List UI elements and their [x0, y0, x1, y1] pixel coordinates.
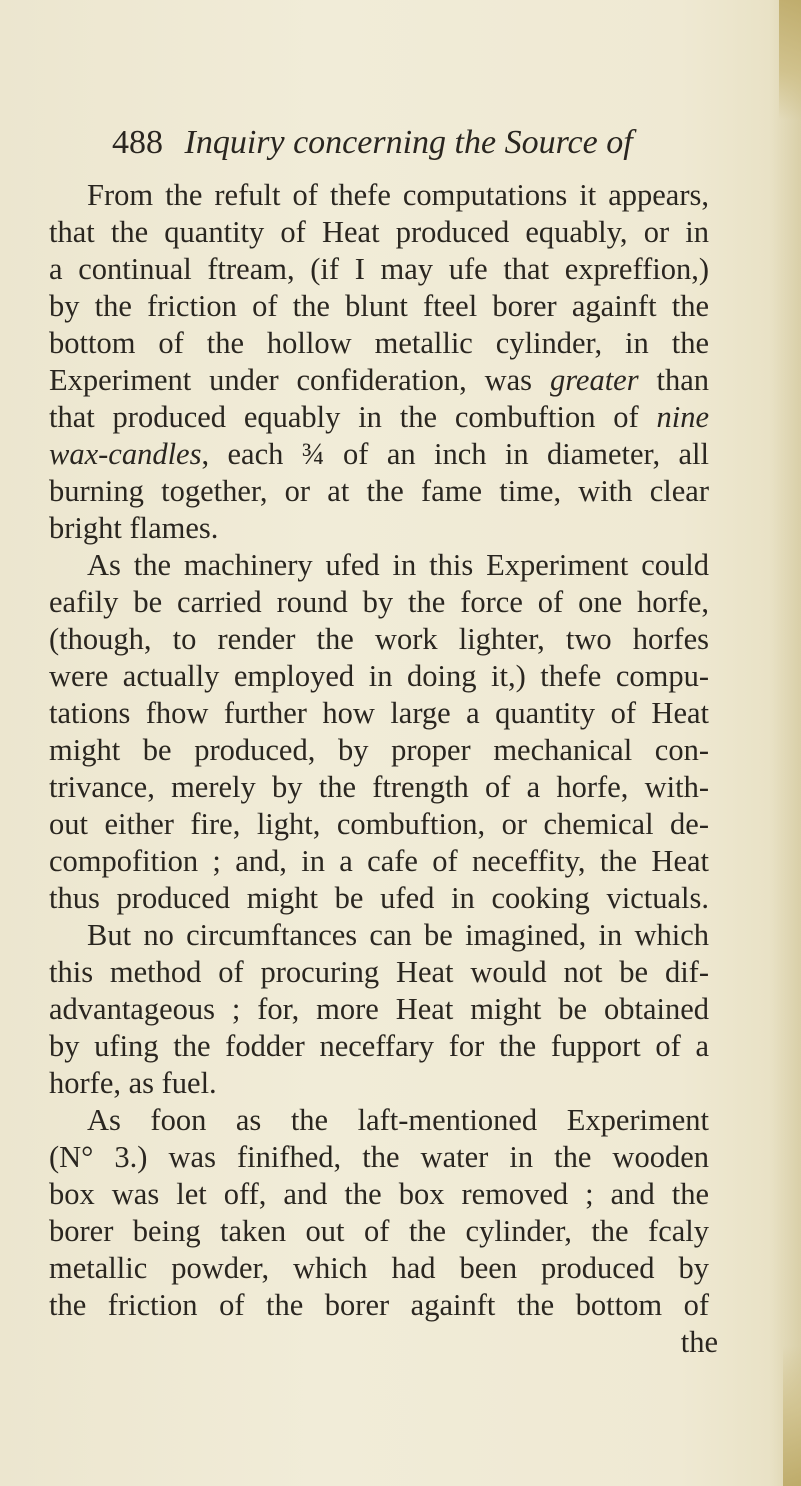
text-line: But no circumftances can be imagined, in which	[87, 918, 709, 952]
text-line: that the quantity of Heat produced equably, or in	[49, 215, 709, 249]
text-line: wax-candles, each ¾ of an inch in diameter, all	[49, 437, 709, 471]
text-line: bottom of the hollow metallic cylinder, in the	[49, 326, 709, 360]
text-line: box was let off, and the box removed ; and the	[49, 1177, 709, 1211]
text-line: this method of procuring Heat would not be dif-	[49, 955, 709, 989]
catchword: the	[680, 1325, 718, 1359]
text-line: Experiment under confideration, was greater than	[49, 363, 709, 397]
text-line: bright flames.	[49, 511, 219, 545]
text-line: out either fire, light, combuftion, or chemical de-	[49, 807, 709, 841]
text-line: eafily be carried round by the force of one horfe,	[49, 585, 709, 619]
text-line: As foon as the laft-mentioned Experiment	[87, 1103, 709, 1137]
text-line: the friction of the borer againft the bottom of	[49, 1288, 709, 1322]
text-line: advantageous ; for, more Heat might be obtained	[49, 992, 709, 1026]
page-edge-stain-bottom	[783, 1346, 801, 1486]
running-head	[112, 118, 672, 168]
text-line: by ufing the fodder neceffary for the fupport of a	[49, 1029, 709, 1063]
text-line: borer being taken out of the cylinder, the fcaly	[49, 1214, 709, 1248]
page-number: 488	[112, 124, 163, 161]
text-line: horfe, as fuel.	[49, 1066, 217, 1100]
text-line: a continual ftream, (if I may ufe that expreffion,)	[49, 252, 709, 286]
text-line: metallic powder, which had been produced by	[49, 1251, 709, 1285]
text-line: thus produced might be ufed in cooking victuals.	[49, 881, 709, 915]
text-line: As the machinery ufed in this Experiment could	[87, 548, 709, 582]
text-line: that produced equably in the combuftion of nine	[49, 400, 709, 434]
text-line: might be produced, by proper mechanical con-	[49, 733, 709, 767]
text-line: tations fhow further how large a quantity of Heat	[49, 696, 709, 730]
page-edge-stain-top	[779, 0, 801, 120]
text-line: (N° 3.) was finifhed, the water in the wooden	[49, 1140, 709, 1174]
text-line: compofition ; and, in a cafe of neceffity, the Heat	[49, 844, 709, 878]
text-line: by the friction of the blunt fteel borer againft the	[49, 289, 709, 323]
text-line: From the refult of thefe computations it appears,	[87, 178, 709, 212]
text-line: trivance, merely by the ftrength of a horfe, with-	[49, 770, 709, 804]
text-line: (though, to render the work lighter, two horfes	[49, 622, 709, 656]
running-head-title: Inquiry concerning the Source of	[184, 124, 633, 161]
text-line: burning together, or at the fame time, with clear	[49, 474, 709, 508]
text-line: were actually employed in doing it,) thefe compu-	[49, 659, 709, 693]
